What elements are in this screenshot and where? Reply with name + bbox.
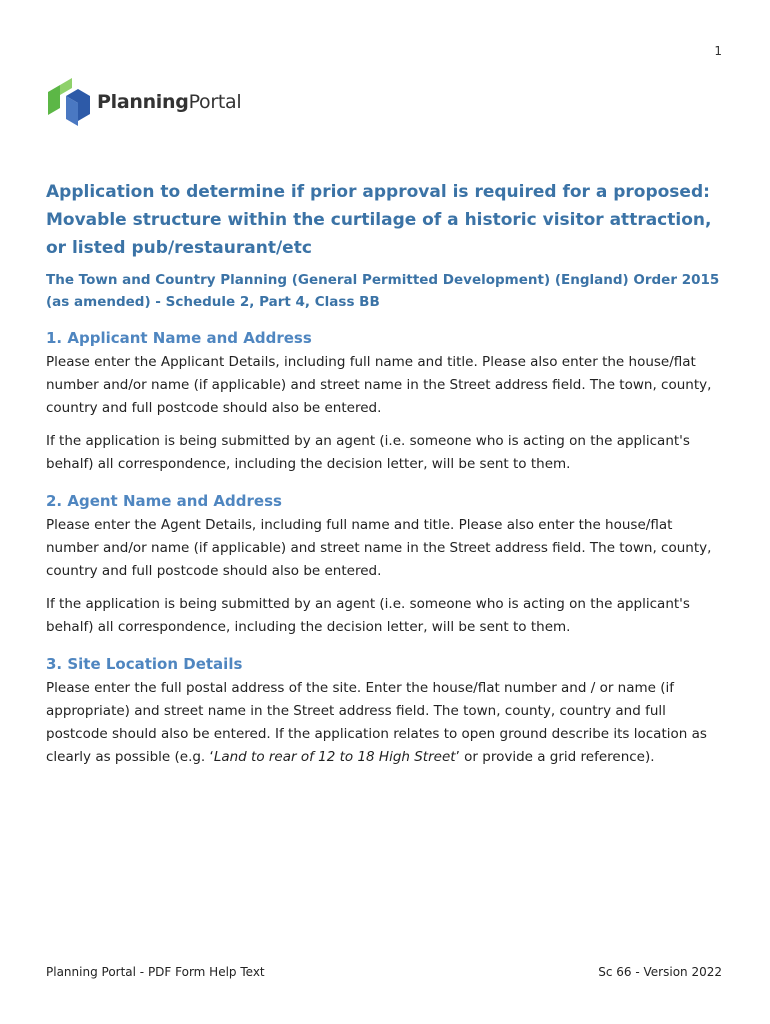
section-applicant	[46, 328, 726, 486]
example-text: Land to rear of 12 to 18 High Street	[213, 749, 456, 765]
section-heading: 2. Agent Name and Address	[46, 492, 282, 510]
footer-right: Sc 66 - Version 2022	[598, 965, 722, 979]
document-title: Application to determine if prior approval is required for a proposed: Movable structure within the curtilage of a historic visitor attraction, or listed pub/restaurant/etc	[46, 182, 712, 258]
section-heading: 3. Site Location Details	[46, 655, 243, 673]
section-paragraph: If the application is being submitted by an agent (i.e. someone who is acting on the applicant's behalf) all correspondence, including the decision letter, will be sent to them.	[46, 596, 690, 635]
section-agent	[46, 491, 726, 649]
planning-portal-logo	[46, 78, 241, 126]
section-paragraph: If the application is being submitted by an agent (i.e. someone who is acting on the applicant's behalf) all correspondence, including the decision letter, will be sent to them.	[46, 433, 690, 472]
logo-wordmark: PlanningPortal	[97, 91, 242, 113]
footer-left: Planning Portal - PDF Form Help Text	[46, 965, 265, 979]
document-subtitle: The Town and Country Planning (General Permitted Development) (England) Order 2015 (as amended) - Schedule 2, Part 4, Class BB	[46, 272, 720, 310]
page-number: 1	[714, 44, 722, 58]
section-paragraph: Please enter the full postal address of the site. Enter the house/flat number and / or name (if appropriate) and street name in the Street address field. The town, county, country and full postcode should also be entered. If the application relates to open ground describe its location as clearly as possible (e.g. ‘Land to rear of 12 to 18 High Street’ or provide a grid reference).	[46, 680, 707, 765]
section-site-location	[46, 654, 726, 779]
section-heading: 1. Applicant Name and Address	[46, 329, 312, 347]
planning-portal-logo-icon	[46, 78, 92, 126]
section-paragraph: Please enter the Agent Details, including full name and title. Please also enter the house/flat number and/or name (if applicable) and street name in the Street address field. The town, county, country and full postcode should also be entered.	[46, 517, 712, 579]
section-paragraph: Please enter the Applicant Details, including full name and title. Please also enter the house/flat number and/or name (if applicable) and street name in the Street address field. The town, county, country and full postcode should also be entered.	[46, 354, 712, 416]
